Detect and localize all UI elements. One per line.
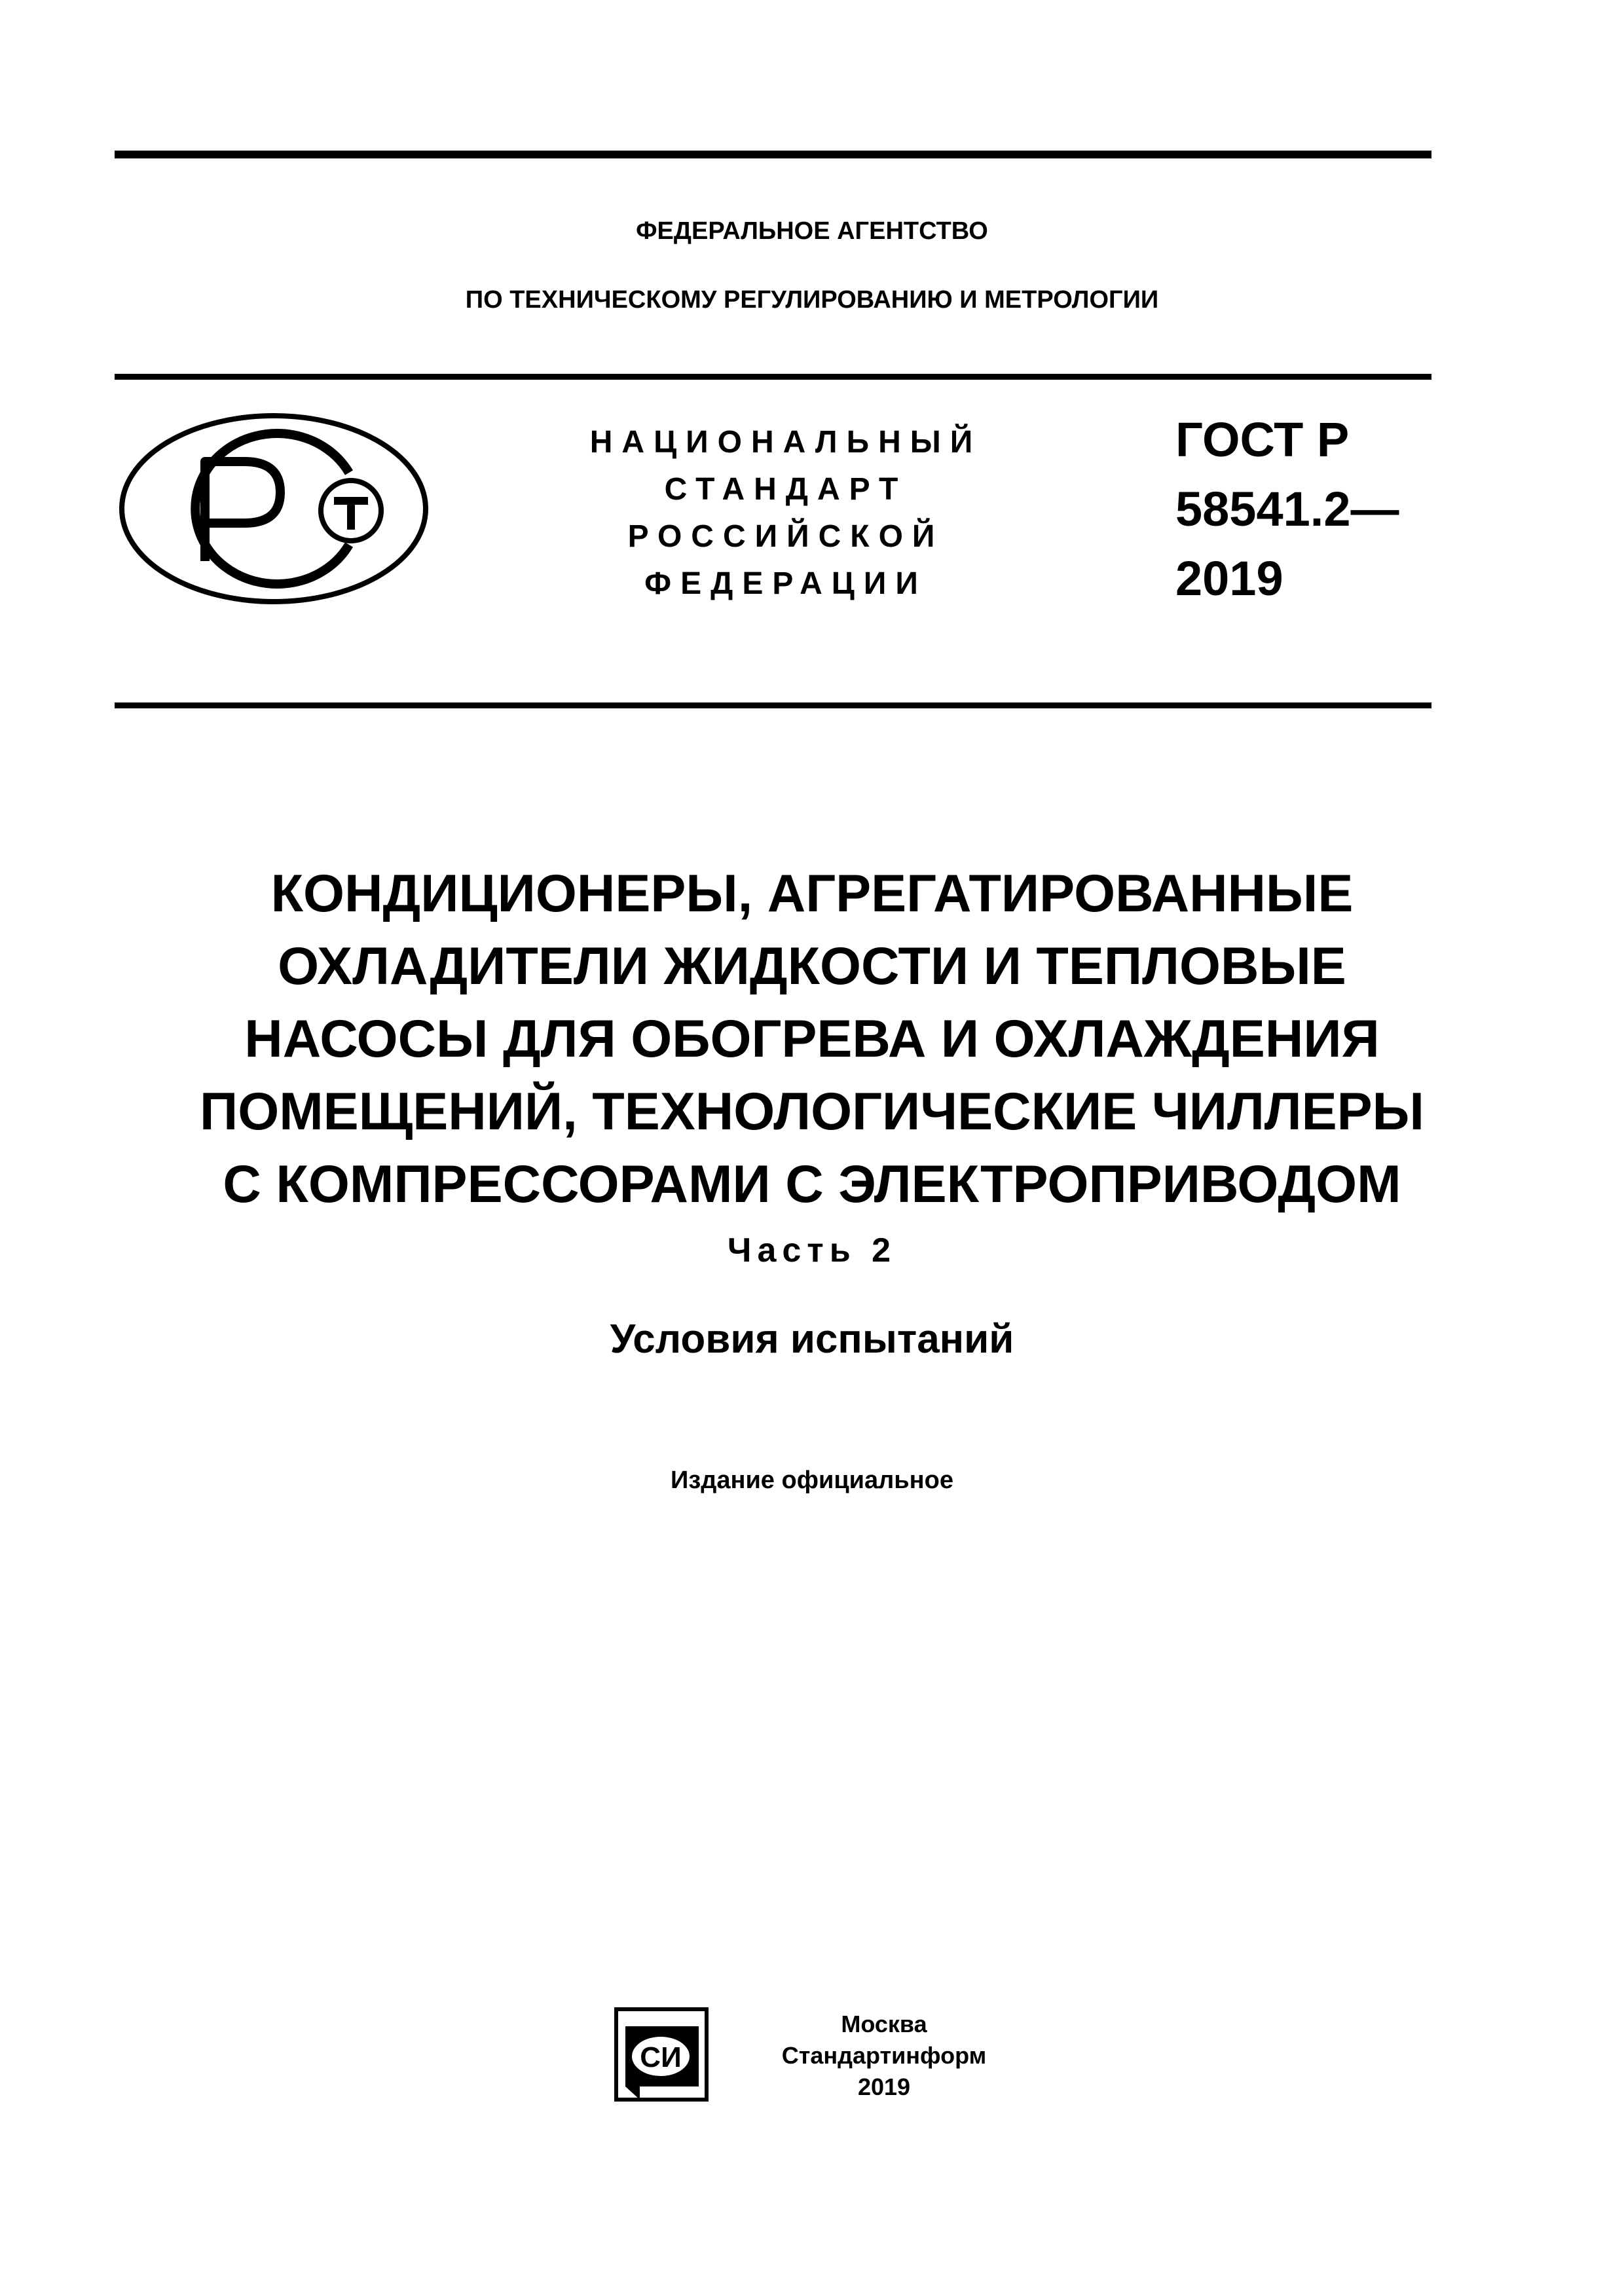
gost-designation-line-2: 58541.2— <box>1175 482 1399 536</box>
standartinform-logo-icon <box>614 2007 712 2108</box>
title-line-4: ПОМЕЩЕНИЙ, ТЕХНОЛОГИЧЕСКИЕ ЧИЛЛЕРЫ <box>199 1082 1424 1141</box>
edition-note: Издание официальное <box>671 1467 953 1494</box>
header-divider <box>115 374 1431 380</box>
top-divider <box>115 151 1431 158</box>
title-line-2: ОХЛАДИТЕЛИ ЖИДКОСТИ И ТЕПЛОВЫЕ <box>278 937 1346 996</box>
title-line-1: КОНДИЦИОНЕРЫ, АГРЕГАТИРОВАННЫЕ <box>270 864 1354 923</box>
publisher-logo-text: СИ <box>640 2041 682 2073</box>
part-number: Часть 2 <box>727 1231 897 1269</box>
gost-designation-line-1: ГОСТ Р <box>1175 412 1350 467</box>
agency-line-1: ФЕДЕРАЛЬНОЕ АГЕНТСТВО <box>636 217 988 245</box>
document-subtitle: Условия испытаний <box>610 1317 1014 1362</box>
agency-line-2: ПО ТЕХНИЧЕСКОМУ РЕГУЛИРОВАНИЮ И МЕТРОЛОГИИ <box>465 286 1159 314</box>
publisher-year: 2019 <box>857 2073 911 2100</box>
publisher-name: Стандартинформ <box>781 2042 987 2069</box>
national-standard-line-1: НАЦИОНАЛЬНЫЙ <box>589 425 982 460</box>
publisher-block <box>760 2009 1008 2103</box>
gost-designation-line-3: 2019 <box>1175 551 1283 606</box>
national-standard-line-2: СТАНДАРТ <box>664 472 908 507</box>
national-standard-line-4: ФЕДЕРАЦИИ <box>644 566 927 601</box>
masthead-divider <box>115 702 1431 708</box>
title-line-3: НАСОСЫ ДЛЯ ОБОГРЕВА И ОХЛАЖДЕНИЯ <box>244 1010 1380 1068</box>
national-standard-line-3: РОССИЙСКОЙ <box>627 519 944 554</box>
document-title <box>92 858 1532 1221</box>
publisher-city: Москва <box>841 2011 927 2037</box>
rst-emblem-icon <box>117 410 431 610</box>
title-line-5: С КОМПРЕССОРАМИ С ЭЛЕКТРОПРИВОДОМ <box>223 1155 1401 1214</box>
